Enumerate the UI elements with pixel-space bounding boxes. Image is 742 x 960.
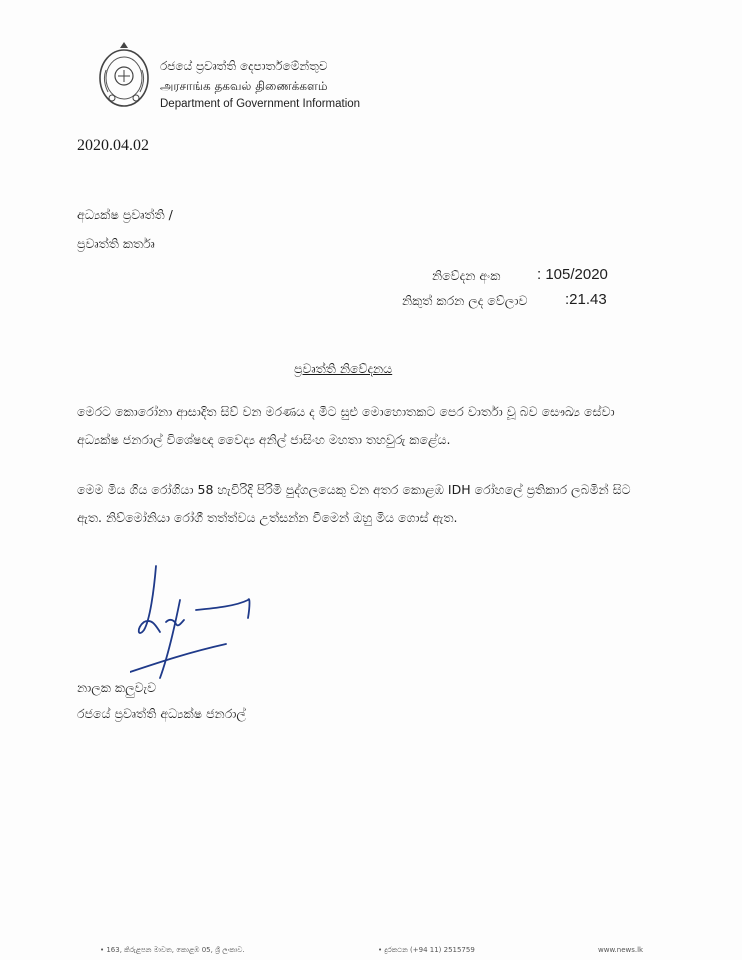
release-number-label: නිවේදන අංක [432, 268, 501, 283]
letterhead-english: Department of Government Information [160, 98, 361, 110]
signatory-designation: රජයේ ප්‍රවෘත්ති අධ්‍යක්ෂ ජනරාල් [77, 706, 246, 721]
addressee-line: අධ්‍යක්ෂ ප්‍රවෘත්ති / [77, 207, 173, 222]
handwritten-signature [130, 560, 270, 680]
addressee-line: ප්‍රවෘත්ති කර්තෘ [77, 236, 155, 251]
document-date: 2020.04.02 [77, 137, 149, 154]
issue-time-label: නිකුත් කරන ලද වේලාව [402, 293, 528, 308]
signatory-name: නාලක කලුවැව [77, 680, 157, 695]
footer-address: • 163, කිරුළපන මාවත, කොළඹ 05, ශ්‍රී ලංකාව. [100, 946, 245, 954]
footer-website: www.news.lk [598, 946, 644, 954]
letterhead-tamil: அரசாங்க தகவல் திணைக்களம் [160, 79, 328, 93]
body-paragraph: මෙරට කොරෝනා ආසාදිත සිව් වන මරණය ද මීට සුළු මොහොතකට පෙර වාර්තා වූ බව සෞඛ්‍ය සේවා අධ්‍යක්ෂ ජනරාල් විශේෂඥ වෛද්‍ය අනිල් ජාසිංහ මහතා තහවුරු කළේය. [77, 404, 615, 447]
release-number-value: : 105/2020 [537, 266, 608, 283]
footer-phone: • දුරකථන (+94 11) 2515759 [378, 946, 475, 954]
body-paragraph: මෙම මිය ගිය රෝගියා 58 හැවිරිදි පිරිමි පුද්ගලයෙකු වන අතර කොළඹ IDH රෝහලේ ප්‍රතිකාර ලබමින් සිට ඇත. නිව්මෝනියා රෝගී තත්ත්වය උත්සන්න වීමෙන් ඔහු මිය ගොස් ඇත. [77, 482, 631, 525]
state-emblem-icon [96, 40, 152, 112]
document-title: ප්‍රවෘත්ති නිවේදනය [294, 361, 393, 376]
letterhead-sinhala: රජයේ ප්‍රවෘත්ති දෙපාර්තමේන්තුව [160, 59, 328, 73]
issue-time-value: :21.43 [565, 291, 607, 308]
